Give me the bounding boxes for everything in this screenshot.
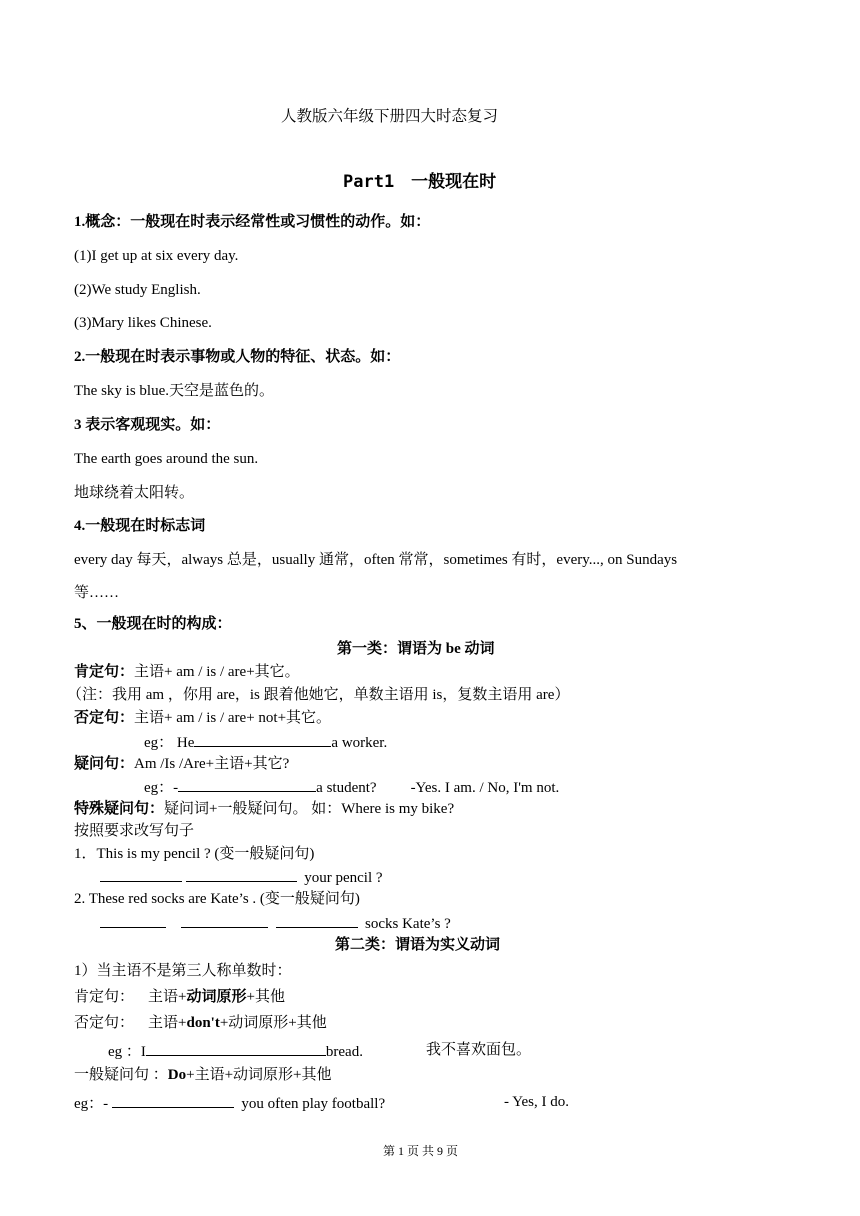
cat1-aff-text: 主语+ am / is / are+其它。: [134, 664, 300, 680]
s4-line-1: every day 每天，always 总是，usually 通常，often 常常，sometimes 有时，every..., on Sundays: [74, 552, 678, 568]
cat1-title-a: 第一类：谓语为: [337, 641, 446, 657]
cat2-q-label: 一般疑问句 ：: [74, 1067, 168, 1083]
cat2-neg-a: 主语+: [148, 1015, 187, 1031]
cat2-q-example: [74, 1092, 385, 1114]
blank-line[interactable]: [146, 1040, 326, 1056]
cat1-wh-text: 疑问词+一般疑问句。 如：Where is my bike?: [164, 801, 455, 817]
cat1-question: [74, 754, 289, 774]
cat1-wh-question: [74, 799, 454, 819]
cat1-wh-label: 特殊疑问句：: [74, 801, 165, 817]
cat2-aff-c: +其他: [246, 989, 285, 1005]
cat2-affirmative: [74, 987, 285, 1007]
s1-example-1: (1)I get up at six every day.: [74, 248, 239, 264]
cat2-neg-c: +动词原形+其他: [219, 1015, 327, 1031]
cat2-aff-a: 主语+: [148, 989, 187, 1005]
cat2-aff-b: 动词原形: [186, 989, 247, 1005]
cat2-q-eg-b: you often play football?: [241, 1096, 386, 1112]
s1-example-2: (2)We study English.: [74, 282, 201, 298]
page-footer: 第 1 页 共 9 页: [383, 1144, 459, 1158]
cat1-neg-text: 主语+ am / is / are+ not+其它。: [134, 710, 332, 726]
cat2-q-b: Do: [167, 1067, 187, 1083]
blank-line[interactable]: [100, 866, 182, 882]
cat1-q-label: 疑问句：: [74, 756, 135, 772]
cat2-eg-b: bread.: [325, 1044, 363, 1060]
cat2-negative: [74, 1013, 327, 1033]
s2-heading-num: 2.: [74, 349, 86, 365]
blank-line[interactable]: [112, 1092, 234, 1108]
cat2-q-eg-a: eg：-: [74, 1096, 109, 1112]
blank-line[interactable]: [194, 731, 331, 747]
cat2-case-1: 1）当主语不是第三人称单数时：: [74, 963, 292, 979]
cat1-neg-example: [144, 731, 387, 753]
s4-line-2: 等……: [74, 585, 120, 601]
cat1-q-text: Am /Is /Are+主语+其它?: [134, 756, 290, 772]
doc-title: 人教版六年级下册四大时态复习: [281, 108, 499, 125]
cat2-title: 第二类：谓语为实义动词: [335, 937, 501, 953]
cat2-question: [74, 1065, 332, 1085]
cat1-aff-label: 肯定句：: [74, 664, 135, 680]
s4-heading-num: 4.: [74, 518, 86, 534]
s1-example-3: (3)Mary likes Chinese.: [74, 315, 212, 331]
s2-heading: [74, 347, 400, 367]
s3-example-2: 地球绕着太阳转。: [74, 485, 195, 501]
cat2-neg-example: [108, 1040, 363, 1062]
cat2-q-c: +主语+动词原形+其他: [186, 1067, 332, 1083]
blank-line[interactable]: [100, 912, 166, 928]
exercise-2-question: 2. These red socks are Kate’s . (变一般疑问句): [74, 891, 360, 907]
blank-line[interactable]: [178, 776, 316, 792]
cat1-title: [337, 639, 495, 659]
cat1-negative: [74, 708, 331, 728]
s5-heading: 5、一般现在时的构成：: [74, 616, 232, 632]
exercise-1-question: 1．This is my pencil ? (变一般疑问句): [74, 846, 315, 862]
cat1-title-b: be: [445, 641, 461, 657]
cat2-q-answer: - Yes, I do.: [504, 1094, 570, 1110]
cat1-title-c: 动词: [460, 641, 495, 657]
exercise-1-answer: [100, 866, 383, 888]
part-heading: Part1 一般现在时: [343, 172, 497, 192]
cat2-neg-example-cn: 我不喜欢面包。: [426, 1042, 532, 1058]
cat2-neg-label: 否定句：: [74, 1015, 135, 1031]
s1-heading: [74, 212, 430, 232]
cat1-neg-eg-a: eg： He: [144, 735, 195, 751]
exercise-intro: 按照要求改写句子: [74, 823, 195, 839]
cat2-aff-label: 肯定句：: [74, 989, 135, 1005]
s3-example-1: The earth goes around the sun.: [74, 451, 259, 467]
exercise-2-answer-text: socks Kate’s ?: [365, 916, 451, 932]
cat2-neg-b: don't: [186, 1015, 220, 1031]
s3-heading: 3 表示客观现实。如：: [74, 417, 221, 433]
cat1-q-eg-a: eg：-: [144, 780, 179, 796]
cat1-q-eg-c: -Yes. I am. / No, I'm not.: [410, 780, 560, 796]
blank-line[interactable]: [186, 866, 297, 882]
cat1-q-example: [144, 776, 559, 798]
cat1-note: （注：我用 am ，你用 are，is 跟着他她它，单数主语用 is，复数主语用 are）: [67, 687, 570, 703]
blank-line[interactable]: [276, 912, 358, 928]
cat1-neg-eg-b: a worker.: [331, 735, 388, 751]
s4-heading: [74, 516, 205, 536]
s1-heading-text: 概念：一般现在时表示经常性或习惯性的动作。如：: [85, 214, 431, 230]
s2-example-1: The sky is blue.天空是蓝色的。: [74, 383, 274, 399]
s1-heading-num: 1.: [74, 214, 86, 230]
exercise-2-answer: [100, 912, 451, 934]
blank-line[interactable]: [181, 912, 268, 928]
cat1-q-eg-b: a student?: [316, 780, 377, 796]
s2-heading-text: 一般现在时表示事物或人物的特征、状态。如：: [85, 349, 401, 365]
cat1-affirmative: [74, 662, 300, 682]
cat2-eg-a: eg ：I: [108, 1044, 146, 1060]
exercise-1-answer-text: your pencil ?: [304, 870, 383, 886]
s4-heading-text: 一般现在时标志词: [85, 518, 206, 534]
cat1-neg-label: 否定句：: [74, 710, 135, 726]
